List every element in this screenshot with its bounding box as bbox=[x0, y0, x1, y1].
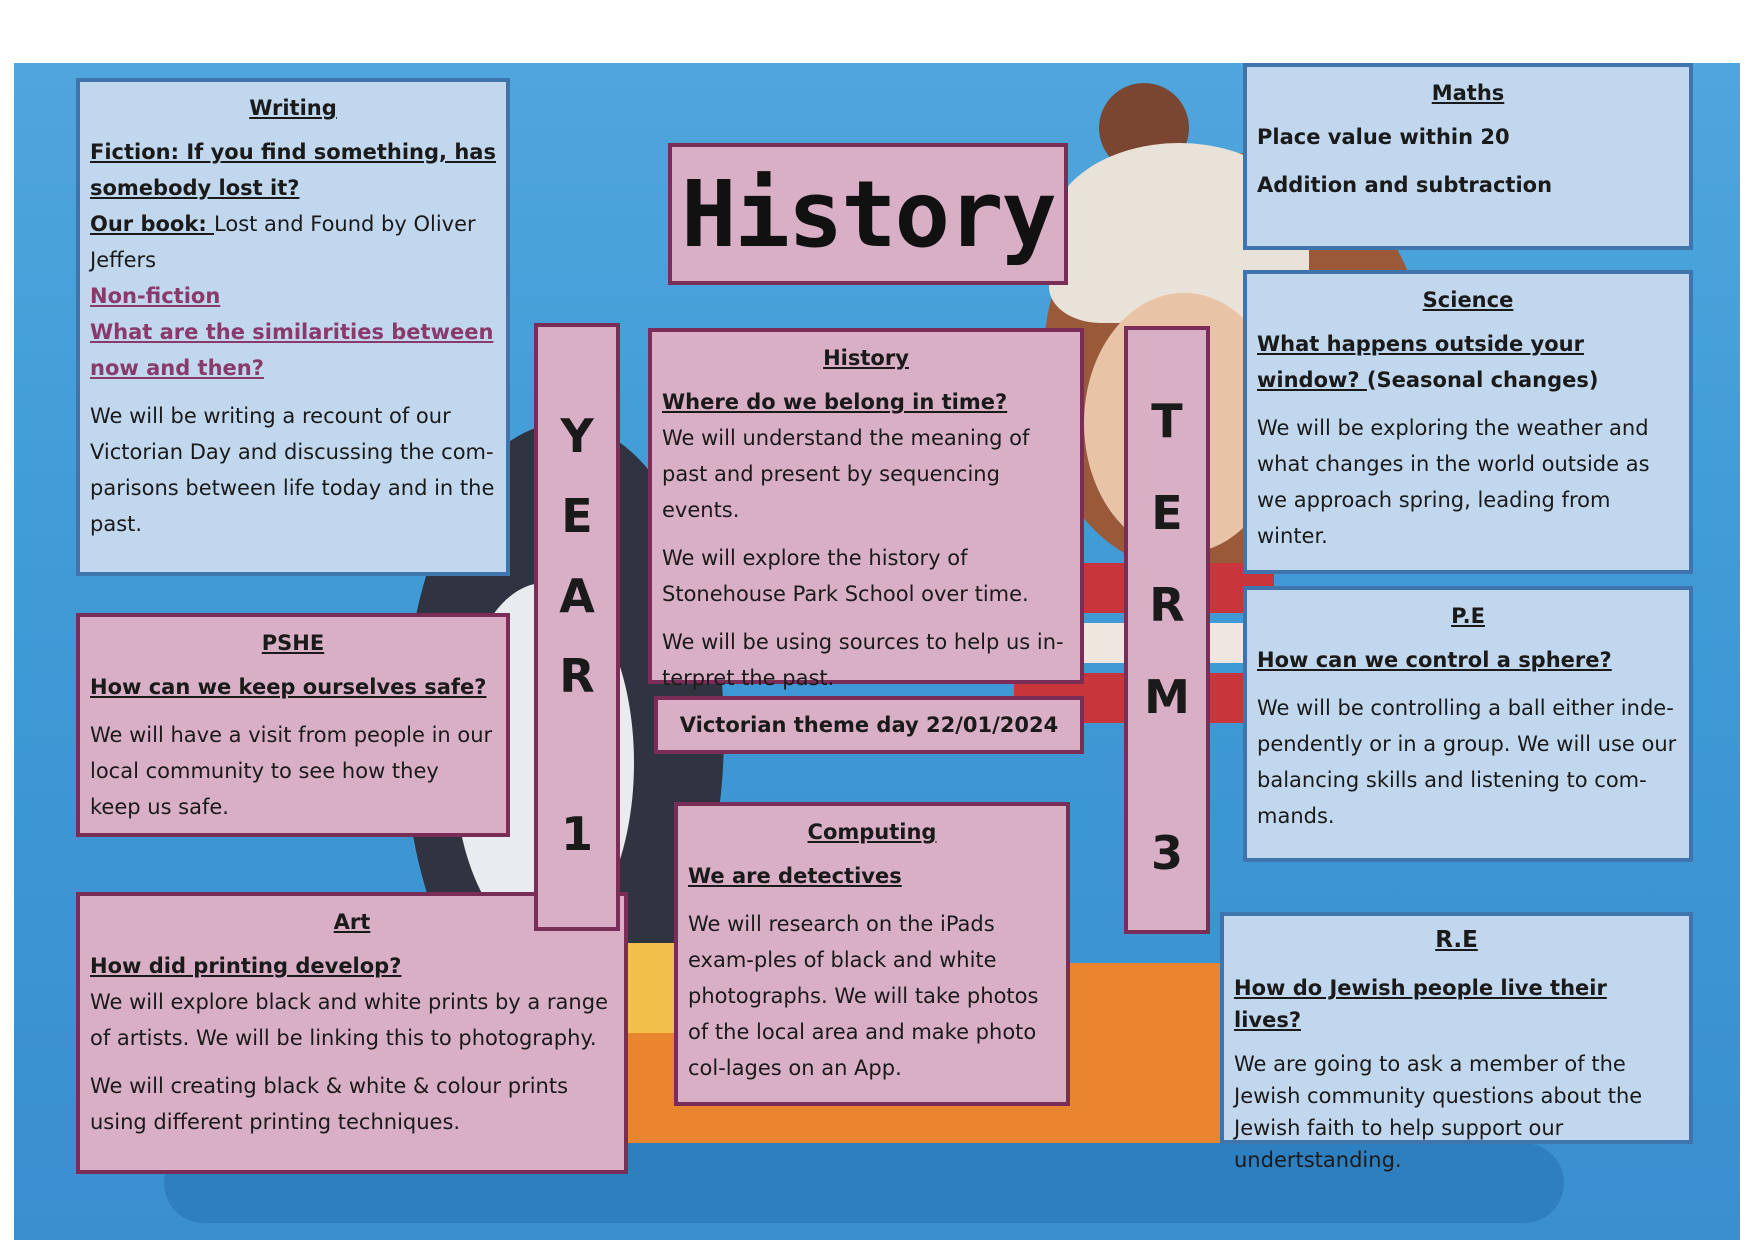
year-letter-y: Y bbox=[560, 409, 594, 463]
science-question-suffix: (Seasonal changes) bbox=[1366, 368, 1599, 392]
writing-nonfiction: Non-fiction bbox=[90, 284, 221, 308]
art-title: Art bbox=[333, 910, 371, 934]
pe-title: P.E bbox=[1451, 604, 1485, 628]
art-box bbox=[76, 892, 628, 1174]
computing-box bbox=[674, 802, 1070, 1106]
theme-day-text: Victorian theme day 22/01/2024 bbox=[679, 713, 1059, 737]
art-body-2: We will creating black & white & colour prints using different printing techniques. bbox=[90, 1074, 569, 1134]
writing-book-text: Lost and Found by Oliver Jeffers bbox=[90, 212, 476, 272]
maths-title: Maths bbox=[1431, 81, 1505, 105]
writing-box bbox=[76, 78, 510, 576]
re-question: How do Jewish people live their lives? bbox=[1234, 976, 1607, 1032]
maths-box bbox=[1243, 63, 1693, 250]
year-label bbox=[534, 323, 620, 931]
term-letter-r: R bbox=[1149, 578, 1185, 632]
term-label bbox=[1124, 326, 1210, 934]
writing-body: We will be writing a recount of our Victorian Day and discussing the com-parisons between life today and in the past. bbox=[90, 404, 495, 536]
computing-title: Computing bbox=[807, 820, 937, 844]
computing-question: We are detectives bbox=[688, 864, 902, 888]
computing-body: We will research on the iPads exam-ples of black and white photographs. We will take photos of the local area and make photo col-lages on an App. bbox=[688, 912, 1039, 1080]
year-letter-e: E bbox=[561, 489, 593, 543]
year-letter-a: A bbox=[559, 569, 595, 623]
pshe-body: We will have a visit from people in our local community to see how they keep us safe. bbox=[90, 723, 493, 819]
writing-fiction-question: Fiction: If you find something, has somebody lost it? bbox=[90, 140, 496, 200]
science-box bbox=[1243, 270, 1693, 574]
re-body: We are going to ask a member of the Jewish community questions about the Jewish faith to help support our undertstanding. bbox=[1234, 1052, 1643, 1172]
writing-book-label: Our book: bbox=[90, 212, 215, 236]
pshe-box bbox=[76, 613, 510, 837]
year-letter-r: R bbox=[559, 649, 595, 703]
theme-day-banner bbox=[654, 696, 1084, 754]
art-body-1: We will explore black and white prints by a range of artists. We will be linking this to photography. bbox=[90, 990, 608, 1050]
term-letter-t: T bbox=[1151, 394, 1183, 448]
science-question: What happens outside your window? bbox=[1257, 332, 1584, 392]
writing-nonfiction-question: What are the similarities between now and then? bbox=[90, 320, 494, 380]
re-title: R.E bbox=[1435, 927, 1478, 953]
writing-book bbox=[90, 206, 496, 278]
science-question-line bbox=[1257, 326, 1679, 398]
history-title: History bbox=[823, 346, 909, 370]
term-number: 3 bbox=[1150, 826, 1183, 880]
maths-item-2: Addition and subtraction bbox=[1257, 173, 1553, 197]
art-question: How did printing develop? bbox=[90, 954, 402, 978]
history-question: Where do we belong in time? bbox=[662, 390, 1008, 414]
re-box bbox=[1220, 912, 1693, 1172]
maths-item-1: Place value within 20 bbox=[1257, 125, 1510, 149]
science-title: Science bbox=[1422, 288, 1514, 312]
history-body-2: We will explore the history of Stonehouse Park School over time. bbox=[662, 546, 1029, 606]
pe-body: We will be controlling a ball either inde-pendently or in a group. We will use our balancing skills and listening to com-mands. bbox=[1257, 696, 1677, 828]
writing-title: Writing bbox=[249, 96, 337, 120]
pe-question: How can we control a sphere? bbox=[1257, 648, 1612, 672]
term-letter-m: M bbox=[1144, 670, 1190, 724]
history-body-3: We will be using sources to help us in-terpret the past. bbox=[662, 630, 1064, 690]
pshe-title: PSHE bbox=[261, 631, 325, 655]
page-title: History bbox=[668, 143, 1068, 285]
science-body: We will be exploring the weather and what changes in the world outside as we approach spring, leading from winter. bbox=[1257, 416, 1650, 548]
history-body-1: We will understand the meaning of past and present by sequencing events. bbox=[662, 426, 1030, 522]
history-box bbox=[648, 328, 1084, 690]
pshe-question: How can we keep ourselves safe? bbox=[90, 675, 487, 699]
year-number: 1 bbox=[560, 807, 593, 861]
pe-box bbox=[1243, 586, 1693, 862]
term-letter-e: E bbox=[1151, 486, 1183, 540]
